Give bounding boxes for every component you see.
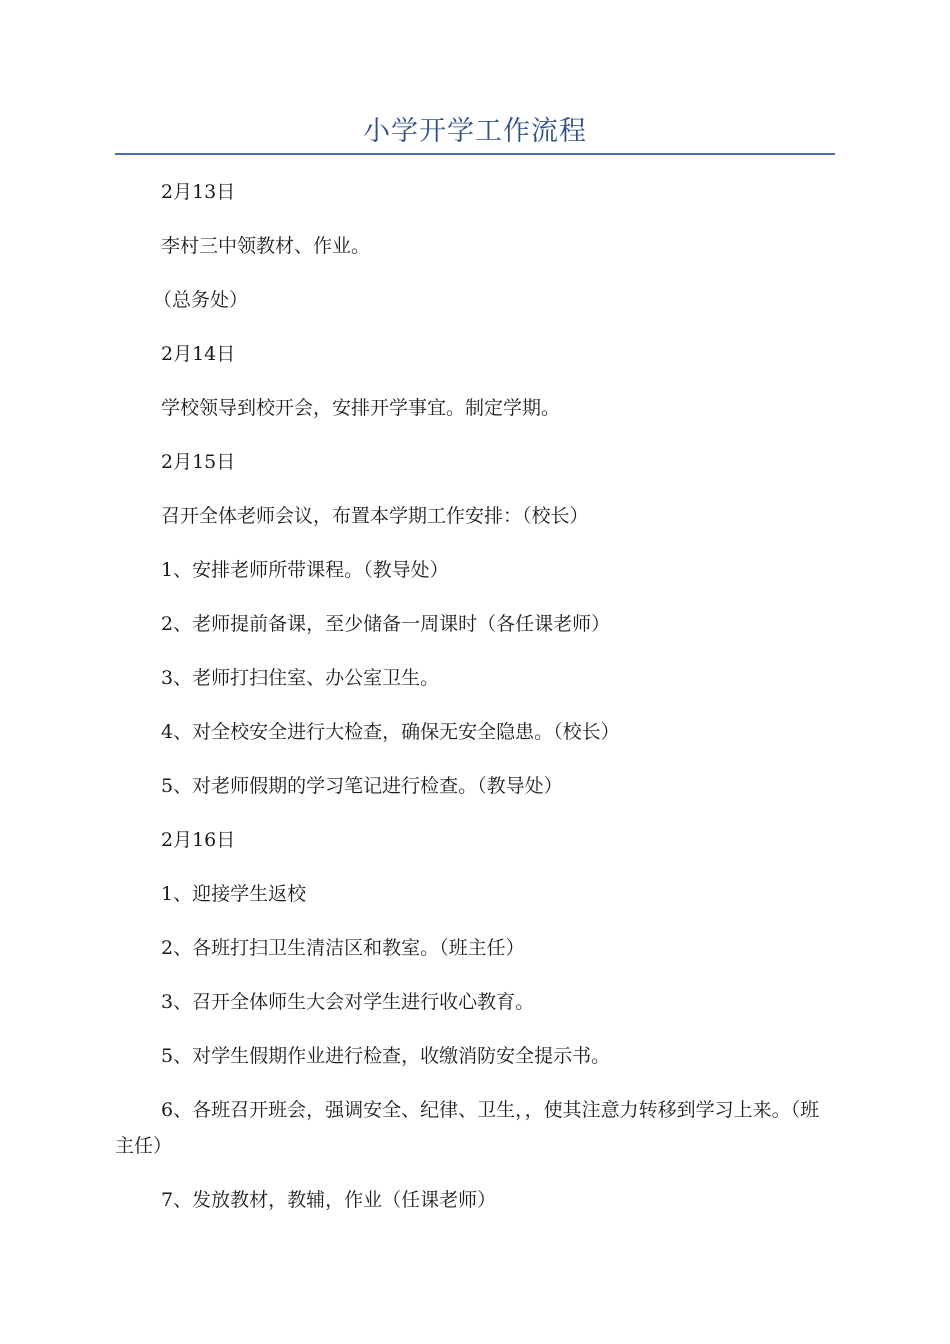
list-item: 3、召开全体师生大会对学生进行收心教育。 [161, 991, 535, 1013]
paragraph-date: 2月14日 [161, 343, 236, 365]
list-item: 7、发放教材，教辅，作业（任课老师） [161, 1189, 497, 1211]
paragraph: （总务处） [153, 289, 249, 311]
list-item: 1、迎接学生返校 [161, 883, 307, 905]
list-item: 2、各班打扫卫生清洁区和教室。（班主任） [161, 937, 525, 959]
list-item: 5、对老师假期的学习笔记进行检查。（教导处） [161, 775, 563, 797]
document-title: 小学开学工作流程 [363, 116, 587, 147]
paragraph: 学校领导到校开会，安排开学事宜。制定学期。 [161, 397, 561, 419]
paragraph-date: 2月15日 [161, 451, 236, 473]
title-underline [115, 153, 835, 155]
list-item: 6、各班召开班会，强调安全、纪律、卫生，，使其注意力转移到学习上来。（班主任） [115, 1099, 820, 1157]
list-item: 2、老师提前备课，至少储备一周课时（各任课老师） [161, 613, 611, 635]
list-item: 1、安排老师所带课程。（教导处） [161, 559, 449, 581]
list-item: 5、对学生假期作业进行检查，收缴消防安全提示书。 [161, 1045, 611, 1067]
document-body [115, 174, 835, 1236]
paragraph: 召开全体老师会议，布置本学期工作安排：（校长） [161, 505, 589, 527]
list-item: 3、老师打扫住室、办公室卫生。 [161, 667, 440, 689]
list-item: 4、对全校安全进行大检查，确保无安全隐患。（校长） [161, 721, 620, 743]
paragraph: 李村三中领教材、作业。 [161, 235, 371, 257]
paragraph-date: 2月13日 [161, 181, 236, 203]
paragraph-date: 2月16日 [161, 829, 236, 851]
